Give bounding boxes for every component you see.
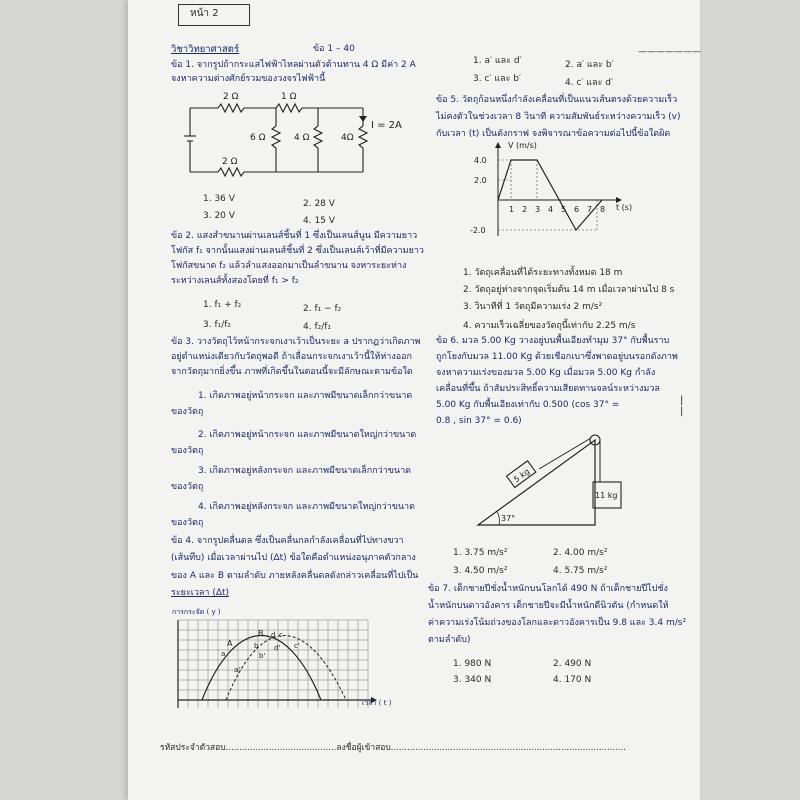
- q4-point-A: A: [227, 639, 233, 648]
- q4-solid-pulse: [202, 636, 321, 701]
- q4-point-d: d: [271, 631, 276, 639]
- q5-ytick-2: 2.0: [474, 176, 487, 185]
- q6-choice-1[interactable]: 1. 3.75 m/s²: [453, 548, 508, 558]
- q6-line-5: 5.00 Kg กับพื้นเอียงเท่ากับ 0.500 (cos 37° =: [436, 400, 620, 410]
- q2-line-1: ข้อ 2. แสงสำขนานผ่านเลนส์ชิ้นที่ 1 ซึ่งเป็นเลนส์นูน มีความยาว: [171, 231, 418, 241]
- q6-choice-4[interactable]: 4. 5.75 m/s²: [553, 566, 608, 576]
- q5-xtick: 8: [600, 205, 606, 214]
- q3-line-2: อยู่ตำแหน่งเดียวกับวัตถุพอดี ถ้าเลื่อนกระจกเงาเว้านี้ให้ห่างออก: [171, 352, 412, 362]
- q3-choice-2-line1[interactable]: 2. เกิดภาพอยู่หน้ากระจก และภาพมีขนาดใหญ่กว่าขนาด: [198, 430, 417, 440]
- q2-choice-3[interactable]: 3. f₁/f₂: [203, 320, 232, 330]
- q3-choice-3-line1[interactable]: 3. เกิดภาพอยู่หลังกระจก และภาพมีขนาดเล็กกว่าขนาด: [198, 466, 411, 476]
- q3-choice-1-line1[interactable]: 1. เกิดภาพอยู่หน้ากระจก และภาพมีขนาดเล็กกว่าขนาด: [198, 391, 413, 401]
- q5-choice-1[interactable]: 1. วัตถุเคลื่อนที่ได้ระยะทางทั้งหมด 18 m: [463, 268, 623, 278]
- q5-line-2: ไม่คงตัวในช่วงเวลา 8 วินาที ความสัมพันธ์ระหว่างความเร็ว (v): [436, 112, 681, 122]
- q5-ytick-4: 4.0: [474, 156, 487, 165]
- q2-choice-4[interactable]: 4. f₂/f₁: [303, 322, 332, 332]
- q6-line-1: ข้อ 6. มวล 5.00 Kg วางอยู่บนพื้นเอียงทำมุม 37° กับพื้นราบ: [436, 336, 670, 346]
- q6-mass2-label: 11 kg: [595, 491, 618, 500]
- q5-choice-3[interactable]: 3. วินาทีที่ 1 วัตถุมีความเร่ง 2 m/s²: [463, 302, 603, 312]
- footer-signature-line: รหัสประจำตัวสอบ.........................................ลงชื่อผู้เข้าสอบ.......................................................................................: [160, 743, 626, 753]
- q4-point-b-prime: b': [259, 652, 266, 660]
- q5-y-arrow-icon: [495, 142, 501, 148]
- label-r-top-mid: 1 Ω: [281, 92, 297, 102]
- q7-line-2: น้ำหนักบนดาวอังคาร เด็กชายปีจะมีน้ำหนักดีนิวตัน (กำหนดให้: [428, 601, 669, 611]
- margin-mark: | |: [680, 395, 684, 417]
- q6-angle-label: 37°: [501, 514, 516, 523]
- q5-xtick: 3: [535, 205, 541, 214]
- q7-choice-1[interactable]: 1. 980 N: [453, 659, 492, 669]
- q4-point-a: a: [221, 650, 226, 658]
- q6-line-3: จงหาความเร่งของมวล 5.00 Kg เมื่อมวล 5.00 Kg กำลัง: [436, 368, 656, 378]
- q4-line-2: (เส้นทึบ) เมื่อเวลาผ่านไป (Δt) ข้อใดคือตำแหน่งอนุภาคตัวกลาง: [171, 553, 416, 563]
- q5-velocity-line: [498, 160, 602, 230]
- q5-line-1: ข้อ 5. วัตถุก้อนหนึ่งกำลังเคลื่อนที่เป็นแนวเส้นตรงด้วยความเร็ว: [436, 95, 678, 105]
- subject-title: วิชาวิทยาศาสตร์: [171, 44, 240, 55]
- q7-choice-2[interactable]: 2. 490 N: [553, 659, 592, 669]
- q7-choice-3[interactable]: 3. 340 N: [453, 675, 492, 685]
- q7-line-4: ตามลำดับ): [428, 635, 471, 645]
- q3-choice-4-line1[interactable]: 4. เกิดภาพอยู่หลังกระจก และภาพมีขนาดใหญ่กว่าขนาด: [198, 502, 415, 512]
- q3-choice-3-line2: ของวัตถุ: [171, 482, 204, 492]
- label-r-bottom: 2 Ω: [222, 157, 238, 167]
- q4-point-c: c: [279, 631, 283, 639]
- q4-choice-3[interactable]: 3. c′ และ b′: [473, 74, 522, 84]
- q5-xtick: 5: [561, 205, 567, 214]
- q4-point-d-prime: d': [274, 644, 281, 652]
- q3-choice-4-line2: ของวัตถุ: [171, 518, 204, 528]
- label-r-6: 6 Ω: [250, 133, 266, 143]
- q5-xtick: 4: [548, 205, 554, 214]
- q3-choice-2-line2: ของวัตถุ: [171, 446, 204, 456]
- q6-choice-3[interactable]: 3. 4.50 m/s²: [453, 566, 508, 576]
- q5-xtick: 1: [509, 205, 515, 214]
- current-arrow-icon: [359, 116, 367, 122]
- q4-ylabel: การกระจัด ( y ): [172, 608, 221, 616]
- q5-xtick: 6: [574, 205, 580, 214]
- q4-point-b: b: [254, 642, 259, 650]
- q6-line-4: เคลื่อนที่ขึ้น ถ้าสัมประสิทธิ์ความเสียดทานจลน์ระหว่างมวล: [436, 384, 660, 394]
- q1-circuit-diagram: [178, 88, 402, 182]
- q5-line-3: กับเวลา (t) เป็นดังกราฟ จงพิจารณาข้อความต่อไปนี้ข้อใดผิด: [436, 129, 671, 139]
- q5-ytick-neg2: -2.0: [470, 226, 486, 235]
- q6-incline-diagram: [473, 430, 603, 530]
- q6-line-2: ถูกโยงกับมวล 11.00 Kg ด้วยเชือกเบาซึ่งพาดอยู่บนรอกดังภาพ: [436, 352, 678, 362]
- q1-choice-1[interactable]: 1. 36 V: [203, 194, 235, 204]
- page-number: หน้า 2: [190, 8, 219, 19]
- q5-choice-4[interactable]: 4. ความเร็วเฉลี่ยของวัตถุนี้เท่ากับ 2.25 m/s: [463, 321, 636, 331]
- q3-choice-1-line2: ของวัตถุ: [171, 407, 204, 417]
- q4-line-3: ของ A และ B ตามลำดับ ภายหลังคลื่นดลดังกล่าวเคลื่อนที่ไปเป็น: [171, 571, 419, 581]
- q5-ylabel: V (m/s): [508, 141, 537, 150]
- label-r-4b: 4Ω: [341, 133, 354, 143]
- q4-point-a-prime: a': [234, 666, 241, 674]
- q3-line-3: จากวัตถุมากยิ่งขึ้น ภาพที่เกิดขึ้นในตอนนี้จะมีลักษณะตามข้อใด: [171, 367, 413, 377]
- label-current: I = 2A: [371, 120, 402, 131]
- q4-wave-graph: [166, 604, 396, 712]
- q7-line-1: ข้อ 7. เด็กชายปีชั่งน้ำหนักบนโลกได้ 490 N ถ้าเด็กชายปีไปชั่ง: [428, 584, 668, 594]
- q1-choice-3[interactable]: 3. 20 V: [203, 211, 235, 221]
- q4-choice-1[interactable]: 1. a′ และ d′: [473, 56, 522, 66]
- question-range: ข้อ 1 – 40: [313, 44, 355, 54]
- q7-line-3: ค่าความเร่งโน้มถ่วงของโลกและดาวอังคารเป็น 9.8 และ 3.4 m/s²: [428, 618, 687, 628]
- q1-text-line1: ข้อ 1. จากรูปถ้ากระแสไฟฟ้าไหลผ่านตัวต้านทาน 4 Ω มีค่า 2 A: [171, 60, 416, 70]
- q6-choice-2[interactable]: 2. 4.00 m/s²: [553, 548, 608, 558]
- q6-mass1-label: 5 kg: [512, 466, 532, 485]
- q4-xlabel: เวลา ( t ): [362, 699, 392, 707]
- q2-choice-2[interactable]: 2. f₁ − f₂: [303, 304, 342, 314]
- q4-point-c-prime: c': [294, 642, 300, 650]
- q2-choice-1[interactable]: 1. f₁ + f₂: [203, 300, 242, 310]
- q5-xtick: 7: [587, 205, 593, 214]
- q5-velocity-graph: [468, 140, 648, 240]
- q5-xtick: 2: [522, 205, 528, 214]
- q2-line-3: โฟกัสขนาด f₂ แล้วลำแสงออกมาเป็นลำขนาน จงหาระยะห่าง: [171, 261, 407, 271]
- q2-line-2: โฟกัส f₁ จากนั้นแสงผ่านเลนส์ชิ้นที่ 2 ซึ่งเป็นเลนส์เว้าที่มีความยาว: [171, 246, 424, 256]
- q1-text-line2: จงหาความต่างศักย์รวมของวงจรไฟฟ้านี้: [171, 74, 326, 84]
- q2-line-4: ระหว่างเลนส์ทั้งสองโดยที่ f₁ > f₂: [171, 276, 299, 286]
- q5-xlabel: t (s): [616, 203, 633, 212]
- q4-line-4: ระยะเวลา (Δt): [171, 588, 230, 598]
- label-r-top-left: 2 Ω: [223, 92, 239, 102]
- q4-choice-4[interactable]: 4. c′ และ d′: [565, 78, 614, 88]
- exam-page: [128, 0, 700, 800]
- q4-point-B: B: [258, 629, 264, 638]
- q3-line-1: ข้อ 3. วางวัตถุไว้หน้ากระจกเงาเว้าเป็นระยะ a ปรากฏว่าเกิดภาพ: [171, 337, 421, 347]
- label-r-4a: 4 Ω: [294, 133, 310, 143]
- q7-choice-4[interactable]: 4. 170 N: [553, 675, 592, 685]
- q5-choice-2[interactable]: 2. วัตถุอยู่ห่างจากจุดเริ่มต้น 14 m เมื่อเวลาผ่านไป 8 s: [463, 285, 675, 295]
- q1-choice-4[interactable]: 4. 15 V: [303, 216, 335, 226]
- q1-choice-2[interactable]: 2. 28 V: [303, 199, 335, 209]
- q6-hanging-mass: [590, 440, 630, 530]
- top-right-rule: ———————: [638, 47, 701, 57]
- q4-choice-2[interactable]: 2. a′ และ b′: [565, 60, 614, 70]
- q4-line-1: ข้อ 4. จากรูปคลื่นดล ซึ่งเป็นคลื่นกลกำลังเคลื่อนที่ไปทางขวา: [171, 536, 404, 546]
- q6-line-6: 0.8 , sin 37° = 0.6): [436, 416, 522, 426]
